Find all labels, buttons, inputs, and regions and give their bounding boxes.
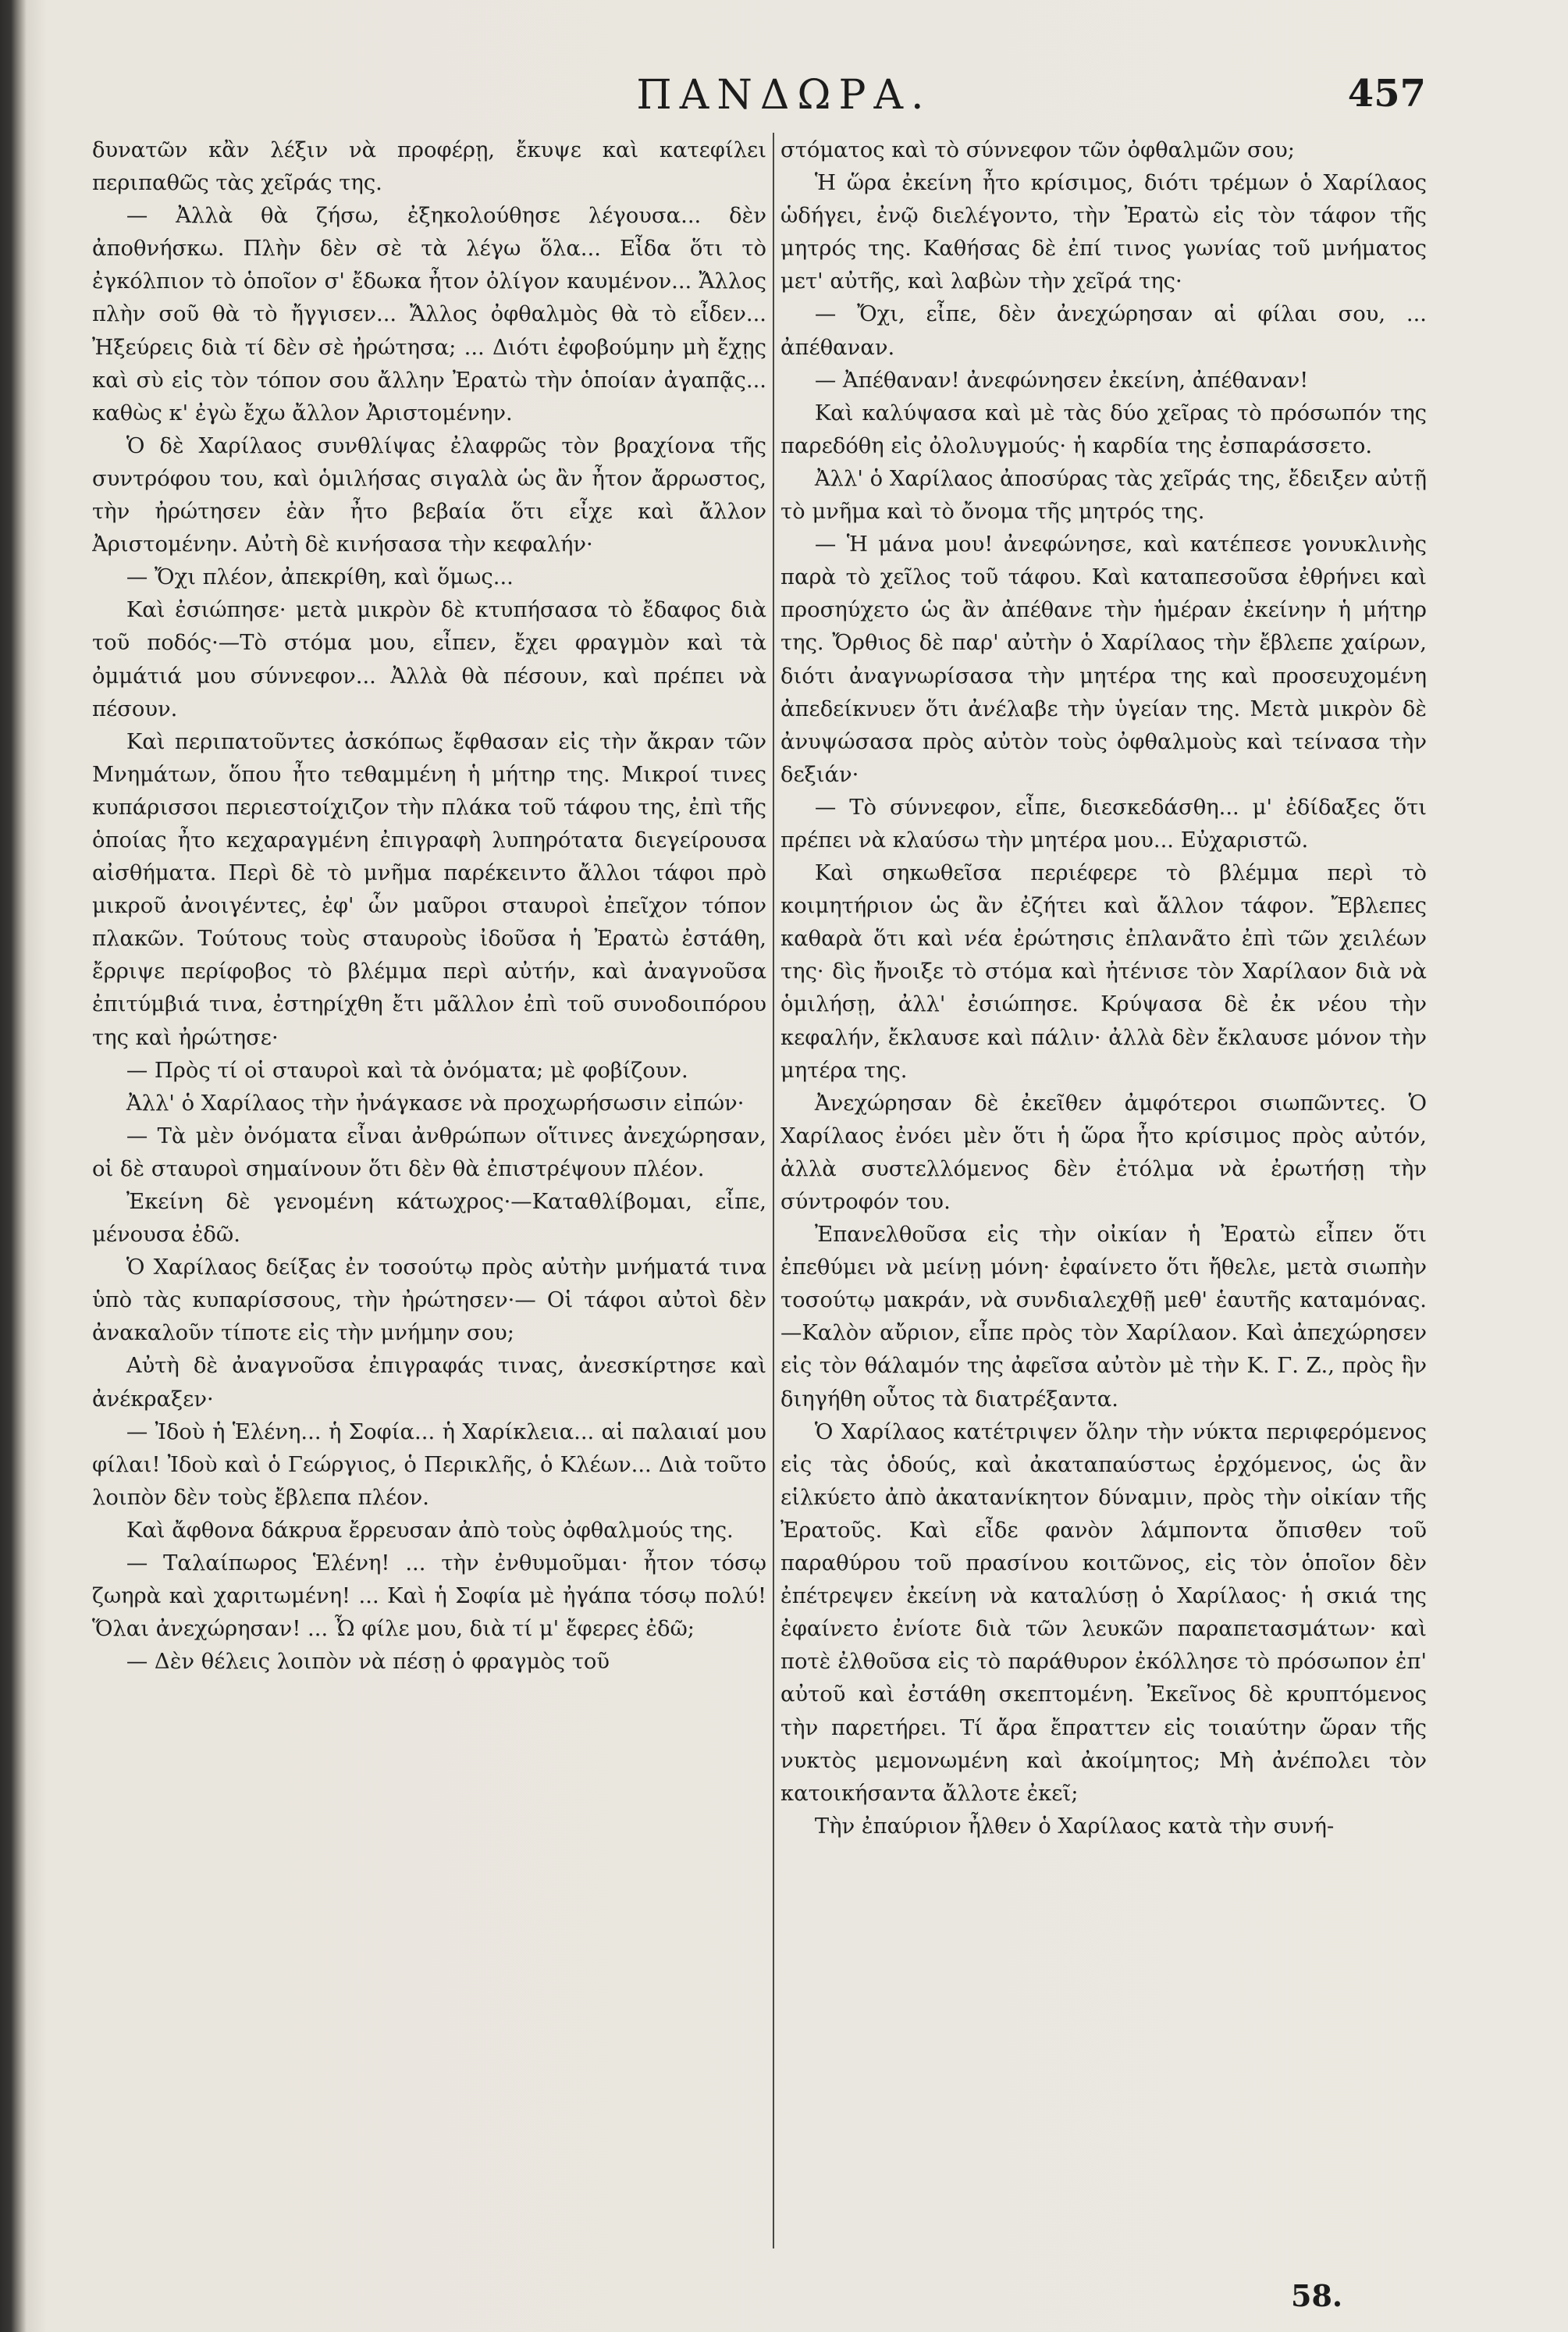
paragraph: δυνατῶν κἂν λέξιν νὰ προφέρῃ, ἔκυψε καὶ κατεφίλει περιπαθῶς τὰς χεῖράς της. <box>92 138 766 196</box>
paragraph: Αὐτὴ δὲ ἀναγνοῦσα ἐπιγραφάς τινας, ἀνεσκίρτησε καὶ ἀνέκραξεν· <box>92 1354 766 1412</box>
paragraph: — Ὄχι, εἶπε, δὲν ἀνεχώρησαν αἱ φίλαι σου, ... ἀπέθαναν. <box>780 302 1427 360</box>
paragraph: — Δὲν θέλεις λοιπὸν νὰ πέσῃ ὁ φραγμὸς τοῦ <box>126 1650 610 1675</box>
paragraph: Καὶ ἐσιώπησε· μετὰ μικρὸν δὲ κτυπήσασα τὸ ἔδαφος διὰ τοῦ ποδός·—Τὸ στόμα μου, εἶπεν, ἔχει φραγμὸν καὶ τὰ ὀμμάτιά μου σύννεφον... Ἀλλὰ θὰ πέσουν, καὶ πρέπει νὰ πέσουν. <box>92 598 766 721</box>
paragraph: Καὶ περιπατοῦντες ἀσκόπως ἔφθασαν εἰς τὴν ἄκραν τῶν Μνημάτων, ὅπου ἦτο τεθαμμένη ἡ μήτηρ της. Μικροί τινες κυπάρισσοι περιεστοίχιζον τὴν πλάκα τοῦ τάφου της, ἐπὶ τῆς ὁποίας ἦτο κεχαραγμένη ἐπιγραφὴ λυπηρότατα διεγείρουσα αἰσθήματα. Περὶ δὲ τὸ μνῆμα παρέκειντο ἄλλοι τάφοι πρὸ μικροῦ ἀνοιγέντες, ἐφ' ὧν μαῦροι σταυροὶ ἐπεῖχον τόπον πλακῶν. Τούτους τοὺς σταυροὺς ἰδοῦσα ἡ Ἐρατὼ ἐστάθη, ἔρριψε περίφοβος τὸ βλέμμα περὶ αὐτήν, καὶ ἀναγνοῦσα ἐπιτύμβιά τινα, ἐστηρίχθη ἔτι μᾶλλον ἐπὶ τοῦ συνοδοιπόρου της καὶ ἠρώτησε· <box>92 729 766 1050</box>
paragraph: — Πρὸς τί οἱ σταυροὶ καὶ τὰ ὀνόματα; μὲ φοβίζουν. <box>126 1058 688 1083</box>
paragraph: Ἐκείνη δὲ γενομένη κάτωχρος·—Καταθλίβομαι, εἶπε, μένουσα ἐδῶ. <box>92 1190 766 1248</box>
paragraph: — Ἰδοὺ ἡ Ἑλένη... ἡ Σοφία... ἡ Χαρίκλεια... αἱ παλαιαί μου φίλαι! Ἰδοὺ καὶ ὁ Γεώργιος, ὁ Περικλῆς, ὁ Κλέων... Διὰ τοῦτο λοιπὸν δὲν τοὺς ἔβλεπα πλέον. <box>92 1419 766 1510</box>
paragraph: Ἀλλ' ὁ Χαρίλαος τὴν ἠνάγκασε νὰ προχωρήσωσιν εἰπών· <box>126 1091 745 1116</box>
paragraph: — Ἀπέθαναν! ἀνεφώνησεν ἐκείνη, ἀπέθαναν! <box>814 368 1309 393</box>
page-number: 457 <box>1347 72 1426 116</box>
paragraph: Ἡ ὥρα ἐκείνη ἦτο κρίσιμος, διότι τρέμων ὁ Χαρίλαος ὡδήγει, ἐνῷ διελέγοντο, τὴν Ἐρατὼ εἰς τὸν τάφον τῆς μητρός της. Καθήσας δὲ ἐπί τινος γωνίας τοῦ μνήματος μετ' αὐτῆς, καὶ λαβὼν τὴν χεῖρά της· <box>780 171 1427 294</box>
column-divider <box>773 133 774 2248</box>
paragraph: Ὁ Χαρίλαος κατέτριψεν ὅλην τὴν νύκτα περιφερόμενος εἰς τὰς ὁδούς, καὶ ἀκαταπαύστως ἐρχόμενος, ὡς ἂν εἱλκύετο ἀπὸ ἀκατανίκητον δύναμιν, πρὸς τὴν οἰκίαν τῆς Ἐρατοῦς. Καὶ εἶδε φανὸν λάμποντα ὄπισθεν τοῦ παραθύρου τοῦ πρασίνου κοιτῶνος, εἰς τὸν ὁποῖον δὲν ἐπέτρεψεν ἐκείνη νὰ καταλύσῃ ὁ Χαρίλαος· ἡ σκιά της ἐφαίνετο ἐνίοτε διὰ τῶν λευκῶν παραπετασμάτων· καὶ ποτὲ ἐλθοῦσα εἰς τὸ παράθυρον ἐκόλλησε τὸ πρόσωπον ἐπ' αὐτοῦ καὶ ἐστάθη σκεπτομένη. Ἐκεῖνος δὲ κρυπτόμενος τὴν παρετήρει. Τί ἄρα ἔπραττεν εἰς τοιαύτην ὥραν τῆς νυκτὸς μεμονωμένη καὶ ἀκοίμητος; Μὴ ἀνέπολει τὸν κατοικήσαντα ἄλλοτε ἐκεῖ; <box>780 1419 1427 1806</box>
paragraph: — Ἀλλὰ θὰ ζήσω, ἐξηκολούθησε λέγουσα... δὲν ἀποθνήσκω. Πλὴν δὲν σὲ τὰ λέγω ὅλα... Εἶδα ὅτι τὸ ἐγκόλπιον τὸ ὁποῖον σ' ἔδωκα ἦτον ὀλίγον καυμένον... Ἄλλος πλὴν σοῦ θὰ τὸ ἤγγισεν... Ἄλλος ὀφθαλμὸς θὰ τὸ εἶδεν... Ἠξεύρεις διὰ τί δὲν σὲ ἠρώτησα; ... Διότι ἐφοβούμην μὴ ἔχῃς καὶ σὺ εἰς τὸν τόπον σου ἄλλην Ἐρατὼ τὴν ὁποίαν ἀγαπᾷς... καθὼς κ' ἐγὼ ἔχω ἄλλον Ἀριστομένην. <box>92 204 766 425</box>
paragraph: Καὶ καλύψασα καὶ μὲ τὰς δύο χεῖρας τὸ πρόσωπόν της παρεδόθη εἰς ὀλολυγμούς· ἡ καρδία της ἐσπαράσσετο. <box>780 401 1427 458</box>
paragraph: στόματος καὶ τὸ σύννεφον τῶν ὀφθαλμῶν σου; <box>780 138 1296 162</box>
paragraph: — Ἡ μάνα μου! ἀνεφώνησε, καὶ κατέπεσε γονυκλινὴς παρὰ τὸ χεῖλος τοῦ τάφου. Καὶ καταπεσοῦσα ἐθρήνει καὶ προσηύχετο ὡς ἂν ἀπέθανε τὴν ἡμέραν ἐκείνην ἡ μήτηρ της. Ὄρθιος δὲ παρ' αὐτὴν ὁ Χαρίλαος τὴν ἔβλεπε χαίρων, διότι ἀναγνωρίσασα τὴν μητέρα της καὶ προσευχομένη ἀπεδείκνυεν ὅτι ἀνέλαβε τὴν ὑγείαν της. Μετὰ μικρὸν δὲ ἀνυψώσασα πρὸς αὐτὸν τοὺς ὀφθαλμοὺς καὶ τείνασα τὴν δεξιάν· <box>780 532 1427 787</box>
left-column <box>92 134 766 1679</box>
paragraph: — Ταλαίπωρος Ἑλένη! ... τὴν ἐνθυμοῦμαι· ἦτον τόσῳ ζωηρὰ καὶ χαριτωμένη! ... Καὶ ἡ Σοφία μὲ ἠγάπα τόσῳ πολύ! Ὅλαι ἀνεχώρησαν! ... Ὦ φίλε μου, διὰ τί μ' ἔφερες ἐδῶ; <box>92 1551 766 1642</box>
paragraph: — Τὰ μὲν ὀνόματα εἶναι ἀνθρώπων οἵτινες ἀνεχώρησαν, οἱ δὲ σταυροὶ σημαίνουν ὅτι δὲν θὰ ἐπιστρέψουν πλέον. <box>92 1123 766 1181</box>
paragraph: — Τὸ σύννεφον, εἶπε, διεσκεδάσθη... μ' ἐδίδαξες ὅτι πρέπει νὰ κλαύσω τὴν μητέρα μου... Εὐχαριστῶ. <box>780 795 1427 853</box>
paragraph: — Ὄχι πλέον, ἀπεκρίθη, καὶ ὅμως... <box>126 565 514 590</box>
paragraph: Ἀλλ' ὁ Χαρίλαος ἀποσύρας τὰς χεῖράς της, ἔδειξεν αὐτῇ τὸ μνῆμα καὶ τὸ ὄνομα τῆς μητρός της. <box>780 466 1427 525</box>
paragraph: Τὴν ἐπαύριον ἦλθεν ὁ Χαρίλαος κατὰ τὴν συνή- <box>814 1814 1335 1839</box>
right-column <box>780 134 1427 1843</box>
paragraph: Ἀνεχώρησαν δὲ ἐκεῖθεν ἀμφότεροι σιωπῶντες. Ὁ Χαρίλαος ἐνόει μὲν ὅτι ἡ ὥρα ἦτο κρίσιμος πρὸς αὐτόν, ἀλλὰ συστελλόμενος δὲν ἐτόλμα νὰ ἐρωτήσῃ τὴν σύντροφόν του. <box>780 1091 1427 1214</box>
paragraph: Καὶ σηκωθεῖσα περιέφερε τὸ βλέμμα περὶ τὸ κοιμητήριον ὡς ἂν ἐζήτει καὶ ἄλλον τάφον. Ἔβλεπες καθαρὰ ὅτι καὶ νέα ἐρώτησις ἐπλανᾶτο ἐπὶ τῶν χειλέων της· δὶς ἤνοιξε τὸ στόμα καὶ ἠτένισε τὸν Χαρίλαον διὰ νὰ ὁμιλήσῃ, ἀλλ' ἐσιώπησε. Κρύψασα δὲ ἐκ νέου τὴν κεφαλήν, ἔκλαυσε καὶ πάλιν· ἀλλὰ δὲν ἔκλαυσε μόνον τὴν μητέρα της. <box>780 861 1427 1083</box>
paragraph: Καὶ ἄφθονα δάκρυα ἔρρευσαν ἀπὸ τοὺς ὀφθαλμούς της. <box>126 1518 734 1543</box>
paragraph: Ἐπανελθοῦσα εἰς τὴν οἰκίαν ἡ Ἐρατὼ εἶπεν ὅτι ἐπεθύμει νὰ μείνῃ μόνη· ἐφαίνετο ὅτι ἤθελε, μετὰ σιωπὴν τοσούτῳ μακράν, νὰ συνδιαλεχθῇ μεθ' ἑαυτῆς καταμόνας.—Καλὸν αὔριον, εἶπε πρὸς τὸν Χαρίλαον. Καὶ ἀπεχώρησεν εἰς τὸν θάλαμόν της ἀφεῖσα αὐτὸν μὲ τὴν Κ. Γ. Ζ., πρὸς ἣν διηγήθη οὗτος τὰ διατρέξαντα. <box>780 1223 1427 1412</box>
signature-mark: 58. <box>1291 2278 1343 2313</box>
paragraph: Ὁ Χαρίλαος δείξας ἐν τοσούτῳ πρὸς αὐτὴν μνήματά τινα ὑπὸ τὰς κυπαρίσσους, τὴν ἠρώτησεν·— Οἱ τάφοι αὐτοὶ δὲν ἀνακαλοῦν τίποτε εἰς τὴν μνήμην σου; <box>92 1255 766 1346</box>
running-title: ΠΑΝΔΩΡΑ. <box>636 72 932 119</box>
paragraph: Ὁ δὲ Χαρίλαος συνθλίψας ἐλαφρῶς τὸν βραχίονα τῆς συντρόφου του, καὶ ὁμιλήσας σιγαλὰ ὡς ἂν ἦτον ἄρρωστος, τὴν ἠρώτησεν ἐὰν ἦτο βεβαία ὅτι εἶχε καὶ ἄλλον Ἀριστομένην. Αὐτὴ δὲ κινήσασα τὴν κεφαλήν· <box>92 433 766 557</box>
